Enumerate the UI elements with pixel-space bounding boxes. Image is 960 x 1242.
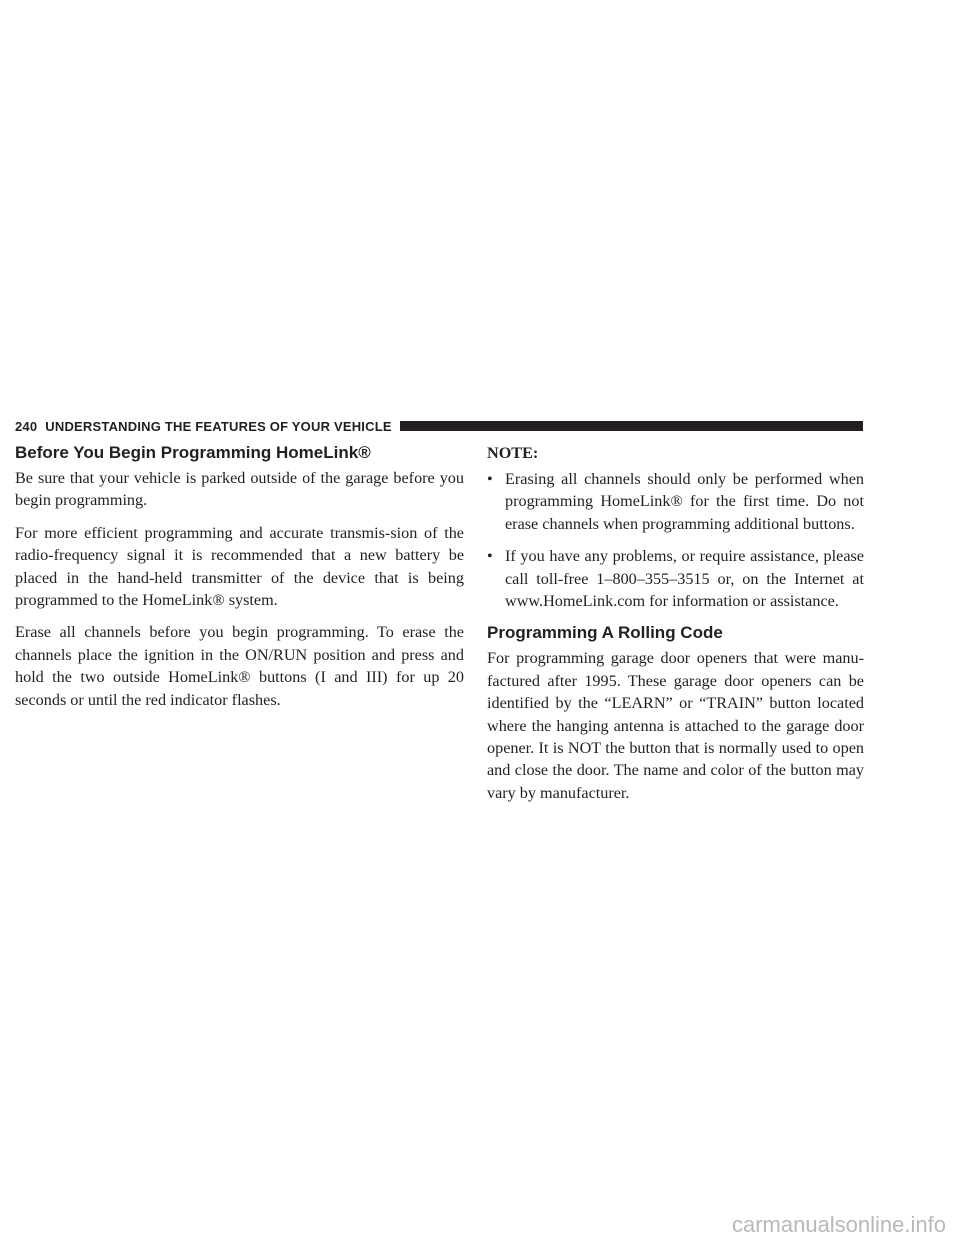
note-item bbox=[487, 545, 864, 612]
paragraph-parked-outside: Be sure that your vehicle is parked outside of the garage before you begin programming. bbox=[15, 469, 464, 510]
bullet-icon: • bbox=[487, 470, 493, 488]
heading-rolling-code: Programming A Rolling Code bbox=[487, 623, 723, 643]
watermark: carmanualsonline.info bbox=[731, 1212, 946, 1237]
section-title: UNDERSTANDING THE FEATURES OF YOUR VEHICLE bbox=[45, 418, 392, 434]
paragraph-erase-channels: Erase all channels before you begin programming. To erase the channels place the ignition in the ON/RUN position and press and hold the two outside HomeLink® buttons (I and III) for up 20 seconds or until the red indicator flashes. bbox=[15, 623, 464, 709]
note-text: If you have any problems, or require assistance, please call toll-free 1–800–355–3515 or, on the Internet at www.HomeLink.com for information or assistance. bbox=[505, 547, 864, 611]
note-item bbox=[487, 468, 864, 535]
paragraph-new-battery: For more efficient programming and accurate transmis-sion of the radio-frequency signal it is recommended that a new battery be placed in the hand-held transmitter of the device that is being programmed to the HomeLink® system. bbox=[15, 523, 464, 610]
note-label: NOTE: bbox=[487, 444, 539, 462]
header-rule bbox=[400, 421, 863, 431]
page-header bbox=[15, 415, 863, 437]
paragraph-rolling-code: For programming garage door openers that were manu-factured after 1995. These garage door openers can be identified by the “LEARN” or “TRAIN” button located where the hanging antenna is attached to the garage door opener. It is NOT the button that is normally used to open and close the door. The name and color of the button may vary by manufacturer. bbox=[487, 649, 864, 802]
note-text: Erasing all channels should only be performed when programming HomeLink® for the first time. Do not erase channels when programming additional buttons. bbox=[505, 470, 864, 533]
left-column bbox=[15, 442, 464, 721]
note-list bbox=[487, 468, 864, 612]
page-number: 240 bbox=[15, 418, 38, 434]
heading-before-you-begin: Before You Begin Programming HomeLink® bbox=[15, 443, 371, 462]
bullet-icon: • bbox=[487, 547, 493, 566]
right-column bbox=[487, 442, 864, 814]
